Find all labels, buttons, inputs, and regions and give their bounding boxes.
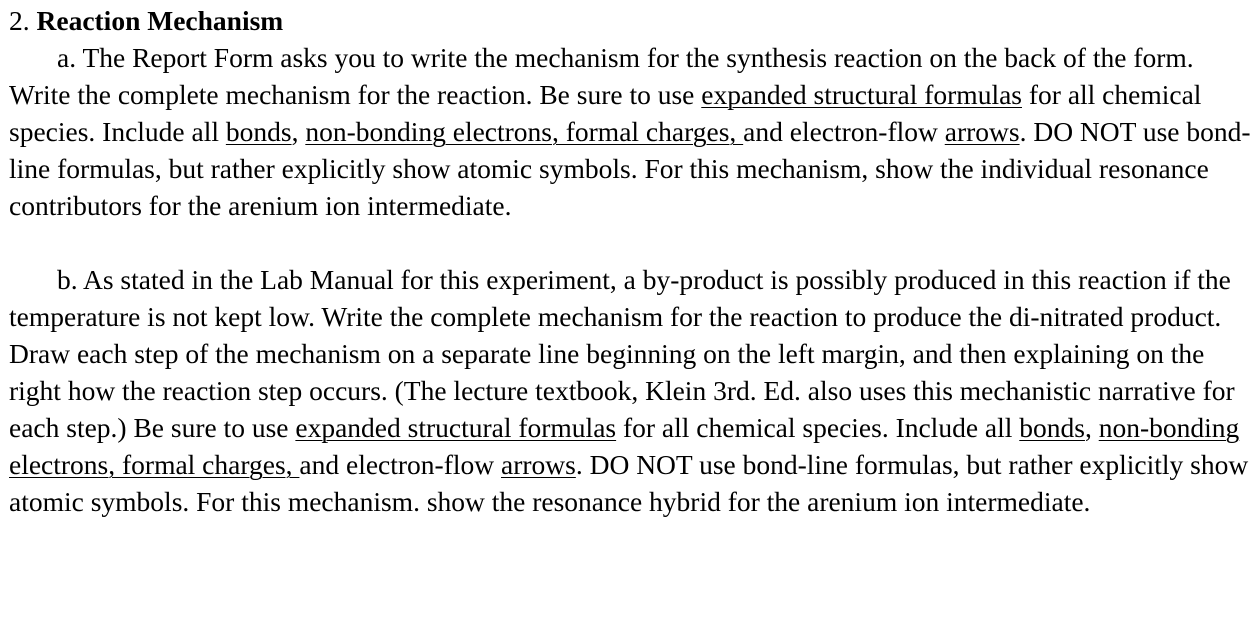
section-number: 2. bbox=[9, 5, 30, 36]
part-a-underline-structural-formulas: expanded structural formulas bbox=[701, 79, 1022, 110]
paragraph-part-a[interactable] bbox=[9, 39, 1259, 224]
part-a-text-5: . DO NOT use bond-line formulas, but rather explicitly show atomic symbols. For this mechanism, show the individual resonance contributors for the arenium ion intermediate. bbox=[9, 116, 1251, 221]
part-a-underline-nonbonding: non-bonding electrons, formal charges, bbox=[305, 116, 744, 147]
section-title: Reaction Mechanism bbox=[36, 5, 284, 36]
part-a-underline-bonds: bonds bbox=[225, 116, 292, 147]
part-b-text-4: and electron-flow bbox=[299, 449, 501, 480]
part-b-underline-arrows: arrows bbox=[501, 449, 576, 480]
part-b-underline-structural-formulas: expanded structural formulas bbox=[295, 412, 617, 443]
part-a-text-3: , bbox=[291, 116, 306, 147]
part-a-text-2: for all chemical species. Include all bbox=[9, 79, 1202, 147]
part-b-text-2: for all chemical species. Include all bbox=[616, 412, 1020, 443]
document-body bbox=[9, 0, 1259, 520]
part-b-underline-bonds: bonds bbox=[1019, 412, 1085, 443]
part-b-text-5: . DO NOT use bond-line formulas, but rather explicitly show atomic symbols. For this mechanism. show the resonance hybrid for the arenium ion intermediate. bbox=[9, 449, 1249, 517]
paragraph-part-b[interactable] bbox=[9, 261, 1259, 520]
part-b-underline-nonbonding: non-bonding electrons, formal charges, bbox=[9, 412, 1240, 480]
part-a-text-4: and electron-flow bbox=[743, 116, 945, 147]
section-heading bbox=[9, 0, 1259, 39]
part-b-text-3: , bbox=[1084, 412, 1099, 443]
part-b-text-1: b. As stated in the Lab Manual for this experiment, a by-product is possibly produced in this reaction if the temperature is not kept low. Write the complete mechanism for the reaction to produce the di-nitrated product. Draw each step of the mechanism on a separate line beginning on the left margin, and then explaining on the right how the reaction step occurs. (The lecture textbook, Klein 3rd. Ed. also uses this mechanistic narrative for each step.) Be sure to use bbox=[9, 264, 1235, 443]
part-a-text-1: a. The Report Form asks you to write the mechanism for the synthesis reaction on the back of the form. Write the complete mechanism for the reaction. Be sure to use bbox=[9, 42, 1194, 110]
part-a-underline-arrows: arrows bbox=[944, 116, 1020, 147]
